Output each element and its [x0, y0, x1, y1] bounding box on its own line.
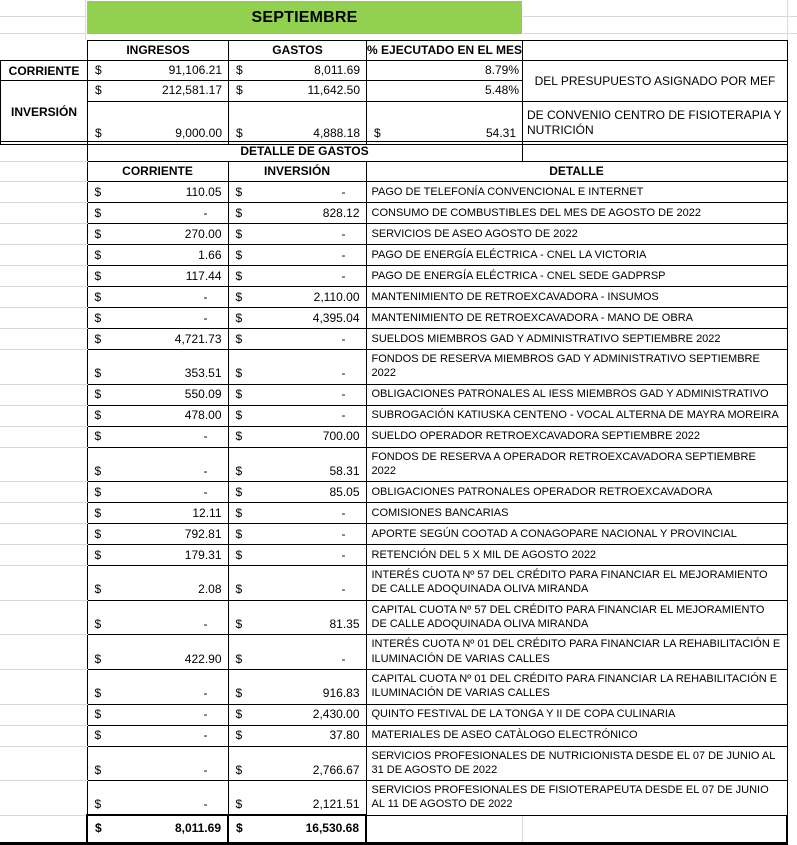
detail-row — [0, 245, 787, 266]
currency-symbol: $ — [95, 821, 102, 836]
currency-symbol: $ — [235, 505, 243, 520]
corriente-amount[interactable]: $ - — [87, 600, 228, 635]
currency-symbol: $ — [94, 484, 102, 499]
detail-row — [0, 704, 787, 725]
inversion-amount[interactable]: $ 4,395.04 — [228, 308, 366, 329]
rowheader-spacer — [0, 245, 87, 266]
detail-row — [0, 725, 787, 746]
corriente-amount[interactable]: $ 550.09 — [87, 384, 228, 405]
rowheader-spacer — [0, 405, 87, 426]
corriente-amount[interactable]: $ 179.31 — [87, 545, 228, 566]
empty-cell[interactable] — [522, 142, 787, 162]
currency-symbol: $ — [95, 83, 102, 98]
currency-symbol: $ — [94, 429, 102, 444]
inversion-amount[interactable]: $ 58.31 — [228, 447, 366, 482]
detail-row — [0, 405, 787, 426]
detail-description[interactable]: CAPITAL CUOTA Nº 01 DEL CRÉDITO PARA FINANCIAR LA REHABILITACIÓN E ILUMINACIÓN DE VARIAS CALLES — [366, 669, 787, 704]
inversion-amount[interactable]: $ - — [228, 503, 366, 524]
currency-symbol: $ — [236, 63, 243, 77]
currency-symbol: $ — [94, 686, 102, 701]
detail-description[interactable]: SERVICIOS PROFESIONALES DE NUTRICIONISTA DESDE EL 07 DE JUNIO AL 31 DE AGOSTO DE 2022 — [366, 746, 787, 781]
rowheader-spacer — [0, 287, 87, 308]
currency-symbol: $ — [94, 331, 102, 346]
gridline — [787, 0, 788, 40]
currency-symbol: $ — [235, 408, 243, 423]
inversion-amount[interactable]: $ 85.05 — [228, 482, 366, 503]
detail-description[interactable]: FONDOS DE RESERVA A OPERADOR RETROEXCAVADORA SEPTIEMBRE 2022 — [366, 447, 787, 482]
rowheader-spacer — [0, 182, 87, 203]
currency-symbol: $ — [235, 310, 243, 325]
currency-symbol: $ — [94, 184, 102, 199]
detail-row — [0, 600, 787, 635]
rowheader-spacer — [0, 600, 87, 635]
detail-row — [0, 545, 787, 566]
corriente-amount[interactable]: $ 478.00 — [87, 405, 228, 426]
month-header[interactable]: SEPTIEMBRE — [87, 1, 522, 34]
rowheader-spacer — [0, 725, 87, 746]
currency-symbol: $ — [94, 762, 102, 777]
detail-description[interactable]: SERVICIOS DE ASEO AGOSTO DE 2022 — [366, 224, 787, 245]
currency-symbol: $ — [235, 728, 243, 743]
detail-description[interactable]: OBLIGACIONES PATRONALES AL IESS MIEMBROS GAD Y ADMINISTRATIVO — [366, 384, 787, 405]
corriente-gastos-cell[interactable]: $ 8,011.69 — [229, 61, 367, 81]
inversion-amount[interactable]: $ - — [228, 245, 366, 266]
currency-symbol: $ — [235, 205, 243, 220]
currency-symbol: $ — [94, 408, 102, 423]
inversion-amount[interactable]: $ 2,121.51 — [228, 781, 366, 816]
inversion-amount[interactable]: $ 37.80 — [228, 725, 366, 746]
corriente-amount[interactable]: $ - — [87, 746, 228, 781]
detail-description[interactable]: MANTENIMIENTO DE RETROEXCAVADORA - MANO DE OBRA — [366, 308, 787, 329]
rowheader-spacer — [0, 384, 87, 405]
convenio-ejecutado-cell[interactable]: $ 54.31 — [367, 101, 523, 144]
inversion-amount[interactable]: $ - — [228, 224, 366, 245]
total-inversion-cell[interactable]: $ 16,530.68 — [228, 815, 366, 843]
total-corriente-cell[interactable]: $ 8,011.69 — [87, 815, 228, 843]
detail-row — [0, 426, 787, 447]
corriente-amount[interactable]: $ - — [87, 704, 228, 725]
note-convenio[interactable]: DE CONVENIO CENTRO DE FISIOTERAPIA Y NUTRICIÓN — [523, 101, 788, 144]
rowheader-spacer — [0, 704, 87, 725]
inversion-amount[interactable]: $ 81.35 — [228, 600, 366, 635]
corriente-amount[interactable]: $ - — [87, 447, 228, 482]
header-gastos[interactable]: GASTOS — [229, 41, 367, 61]
inversion-amount[interactable]: $ 2,430.00 — [228, 704, 366, 725]
currency-symbol: $ — [94, 387, 102, 402]
gridline — [85, 0, 86, 40]
detail-row — [0, 781, 787, 816]
detail-row — [0, 182, 787, 203]
detail-row — [0, 447, 787, 482]
rowheader-spacer — [0, 142, 87, 162]
inversion-amount[interactable]: $ - — [228, 635, 366, 670]
corner-spacer — [1, 41, 88, 61]
currency-symbol: $ — [235, 796, 243, 811]
inversion-amount[interactable]: $ - — [228, 350, 366, 385]
corriente-amount[interactable]: $ 353.51 — [87, 350, 228, 385]
detail-row — [0, 287, 787, 308]
currency-symbol: $ — [236, 126, 243, 141]
inversion-amount[interactable]: $ - — [228, 384, 366, 405]
detail-description[interactable]: SUELDOS MIEMBROS GAD Y ADMINISTRATIVO SEPTIEMBRE 2022 — [366, 329, 787, 350]
inversion-amount[interactable]: $ 700.00 — [228, 426, 366, 447]
currency-symbol: $ — [94, 616, 102, 631]
rowheader-spacer — [0, 203, 87, 224]
corriente-amount[interactable]: $ 117.44 — [87, 266, 228, 287]
currency-symbol: $ — [94, 547, 102, 562]
currency-symbol: $ — [374, 126, 381, 141]
currency-symbol: $ — [94, 582, 102, 597]
detail-rows — [0, 142, 787, 844]
currency-symbol: $ — [94, 651, 102, 666]
detail-row — [0, 669, 787, 704]
detail-description[interactable]: MANTENIMIENTO DE RETROEXCAVADORA - INSUMOS — [366, 287, 787, 308]
currency-symbol: $ — [235, 226, 243, 241]
currency-symbol: $ — [94, 526, 102, 541]
corriente-amount[interactable]: $ - — [87, 482, 228, 503]
corriente-amount[interactable]: $ - — [87, 725, 228, 746]
currency-symbol: $ — [235, 247, 243, 262]
detail-description[interactable]: SUELDO OPERADOR RETROEXCAVADORA SEPTIEMBRE 2022 — [366, 426, 787, 447]
rowheader-spacer — [0, 746, 87, 781]
currency-symbol: $ — [235, 289, 243, 304]
detail-description[interactable]: CAPITAL CUOTA Nº 57 DEL CRÉDITO PARA FINANCIAR EL MEJORAMIENTO DE CALLE ADOQUINADA OLIVA MIRANDA — [366, 600, 787, 635]
corriente-amount[interactable]: $ - — [87, 287, 228, 308]
header-ejecutado[interactable]: % EJECUTADO EN EL MES — [367, 41, 523, 61]
corriente-ingresos-cell[interactable]: $ 91,106.21 — [88, 61, 229, 81]
rowheader-spacer — [0, 224, 87, 245]
inversion-amount[interactable]: $ 916.83 — [228, 669, 366, 704]
corriente-amount[interactable]: $ 12.11 — [87, 503, 228, 524]
corriente-amount[interactable]: $ 1.66 — [87, 245, 228, 266]
currency-symbol: $ — [235, 762, 243, 777]
rowheader-spacer — [0, 350, 87, 385]
detail-description[interactable]: SERVICIOS PROFESIONALES DE FISIOTERAPEUTA DESDE EL 07 DE JUNIO AL 11 DE AGOSTO DE 2022 — [366, 781, 787, 816]
currency-symbol: $ — [94, 366, 102, 381]
currency-symbol: $ — [94, 226, 102, 241]
convenio-ingresos-cell[interactable]: $ 9,000.00 — [88, 101, 229, 144]
corriente-amount[interactable]: $ 2.08 — [87, 566, 228, 601]
corriente-amount[interactable]: $ 4,721.73 — [87, 329, 228, 350]
corriente-amount[interactable]: $ - — [87, 669, 228, 704]
empty-cell[interactable] — [366, 815, 522, 843]
detail-table — [0, 141, 788, 845]
currency-symbol: $ — [235, 184, 243, 199]
currency-symbol: $ — [235, 268, 243, 283]
currency-symbol: $ — [235, 484, 243, 499]
detail-row — [0, 566, 787, 601]
currency-symbol: $ — [236, 83, 243, 98]
detail-header-corriente[interactable]: CORRIENTE — [87, 162, 228, 182]
rowheader-spacer — [0, 566, 87, 601]
detail-row — [0, 224, 787, 245]
corriente-amount[interactable]: $ - — [87, 203, 228, 224]
currency-symbol: $ — [235, 526, 243, 541]
detail-description[interactable]: PAGO DE ENERGÍA ELÉCTRICA - CNEL LA VICTORIA — [366, 245, 787, 266]
inversion-amount[interactable]: $ - — [228, 405, 366, 426]
rowheader-spacer — [0, 308, 87, 329]
detail-row — [0, 503, 787, 524]
currency-symbol: $ — [235, 686, 243, 701]
detail-description[interactable]: PAGO DE ENERGÍA ELÉCTRICA - CNEL SEDE GADPRSP — [366, 266, 787, 287]
mef-gastos-cell[interactable]: $ 11,642.50 — [229, 81, 367, 101]
summary-table — [0, 40, 788, 145]
detail-row — [0, 266, 787, 287]
currency-symbol: $ — [235, 429, 243, 444]
currency-symbol: $ — [235, 366, 243, 381]
inversion-amount[interactable]: $ 828.12 — [228, 203, 366, 224]
currency-symbol: $ — [94, 505, 102, 520]
corriente-amount[interactable]: $ 792.81 — [87, 524, 228, 545]
corriente-amount[interactable]: $ - — [87, 426, 228, 447]
inversion-amount[interactable]: $ - — [228, 566, 366, 601]
detail-section-title[interactable]: DETALLE DE GASTOS — [87, 142, 522, 162]
detail-description[interactable]: OBLIGACIONES PATRONALES OPERADOR RETROEXCAVADORA — [366, 482, 787, 503]
inversion-amount[interactable]: $ 2,110.00 — [228, 287, 366, 308]
detail-description[interactable]: CONSUMO DE COMBUSTIBLES DEL MES DE AGOSTO DE 2022 — [366, 203, 787, 224]
detail-row — [0, 384, 787, 405]
currency-symbol: $ — [94, 289, 102, 304]
detail-description[interactable]: FONDOS DE RESERVA MIEMBROS GAD Y ADMINISTRATIVO SEPTIEMBRE 2022 — [366, 350, 787, 385]
currency-symbol: $ — [94, 463, 102, 478]
rowheader-spacer — [0, 162, 87, 182]
rowheader-spacer — [0, 266, 87, 287]
rowheader-spacer — [0, 781, 87, 816]
rowheader-spacer — [0, 524, 87, 545]
detail-description[interactable]: RETENCIÓN DEL 5 X MIL DE AGOSTO 2022 — [366, 545, 787, 566]
detail-row — [0, 746, 787, 781]
detail-description[interactable]: INTERÉS CUOTA Nº 01 DEL CRÉDITO PARA FINANCIAR LA REHABILITACIÓN E ILUMINACIÓN DE VARIAS CALLES — [366, 635, 787, 670]
detail-description[interactable]: MATERIALES DE ASEO CATÀLOGO ELECTRÓNICO — [366, 725, 787, 746]
detail-row — [0, 635, 787, 670]
inversion-amount[interactable]: $ - — [228, 266, 366, 287]
currency-symbol: $ — [94, 247, 102, 262]
total-row — [0, 815, 787, 843]
detail-header-detalle[interactable]: DETALLE — [366, 162, 787, 182]
corriente-amount[interactable]: $ 270.00 — [87, 224, 228, 245]
mef-ejecutado-cell[interactable]: 5.48% — [367, 81, 523, 101]
rowheader-spacer — [0, 329, 87, 350]
gridline — [523, 33, 797, 34]
detail-header-inversion[interactable]: INVERSIÓN — [228, 162, 366, 182]
mef-ingresos-cell[interactable]: $ 212,581.17 — [88, 81, 229, 101]
corriente-amount[interactable]: $ - — [87, 308, 228, 329]
rowheader-spacer — [0, 669, 87, 704]
inversion-amount[interactable]: $ - — [228, 329, 366, 350]
detail-description[interactable]: APORTE SEGÚN COOTAD A CONAGOPARE NACIONAL Y PROVINCIAL — [366, 524, 787, 545]
currency-symbol: $ — [94, 796, 102, 811]
corriente-amount[interactable]: $ - — [87, 781, 228, 816]
detail-description[interactable]: PAGO DE TELEFONÍA CONVENCIONAL E INTERNET — [366, 182, 787, 203]
empty-cell[interactable] — [522, 815, 787, 843]
detail-row — [0, 308, 787, 329]
currency-symbol: $ — [94, 728, 102, 743]
currency-symbol: $ — [94, 268, 102, 283]
corriente-amount[interactable]: $ 110.05 — [87, 182, 228, 203]
detail-row — [0, 524, 787, 545]
detail-row — [0, 203, 787, 224]
row-label-corriente[interactable]: CORRIENTE — [1, 61, 88, 81]
currency-symbol: $ — [235, 387, 243, 402]
rowheader-spacer — [0, 815, 87, 843]
corriente-ejecutado-cell[interactable]: 8.79% — [367, 61, 523, 81]
header-ingresos[interactable]: INGRESOS — [88, 41, 229, 61]
detail-description[interactable]: COMISIONES BANCARIAS — [366, 503, 787, 524]
detail-row — [0, 350, 787, 385]
currency-symbol: $ — [235, 616, 243, 631]
rowheader-spacer — [0, 482, 87, 503]
row-label-inversion[interactable]: INVERSIÓN — [1, 81, 88, 144]
convenio-gastos-cell[interactable]: $ 4,888.18 — [229, 101, 367, 144]
rowheader-spacer — [0, 545, 87, 566]
currency-symbol: $ — [94, 310, 102, 325]
currency-symbol: $ — [94, 707, 102, 722]
gridline — [0, 33, 85, 34]
currency-symbol: $ — [235, 707, 243, 722]
currency-symbol: $ — [235, 331, 243, 346]
empty-cell[interactable] — [523, 41, 788, 61]
currency-symbol: $ — [235, 651, 243, 666]
inversion-amount[interactable]: $ 2,766.67 — [228, 746, 366, 781]
currency-symbol: $ — [95, 63, 102, 77]
rowheader-spacer — [0, 426, 87, 447]
rowheader-spacer — [0, 635, 87, 670]
corriente-amount[interactable]: $ 422.90 — [87, 635, 228, 670]
detail-row — [0, 482, 787, 503]
currency-symbol: $ — [236, 821, 243, 836]
currency-symbol: $ — [95, 126, 102, 141]
currency-symbol: $ — [94, 205, 102, 220]
inversion-amount[interactable]: $ - — [228, 182, 366, 203]
detail-description[interactable]: INTERÉS CUOTA Nº 57 DEL CRÉDITO PARA FINANCIAR EL MEJORAMIENTO DE CALLE ADOQUINADA OLIVA MIRANDA — [366, 566, 787, 601]
inversion-amount[interactable]: $ - — [228, 545, 366, 566]
currency-symbol: $ — [235, 463, 243, 478]
rowheader-spacer — [0, 447, 87, 482]
gridline — [523, 16, 797, 17]
rowheader-spacer — [0, 503, 87, 524]
currency-symbol: $ — [235, 582, 243, 597]
currency-symbol: $ — [235, 547, 243, 562]
detail-description[interactable]: SUBROGACIÓN KATIUSKA CENTENO - VOCAL ALTERNA DE MAYRA MOREIRA — [366, 405, 787, 426]
gridline — [0, 16, 85, 17]
inversion-amount[interactable]: $ - — [228, 524, 366, 545]
note-mef[interactable]: DEL PRESUPUESTO ASIGNADO POR MEF — [523, 61, 788, 102]
detail-row — [0, 329, 787, 350]
detail-description[interactable]: QUINTO FESTIVAL DE LA TONGA Y II DE COPA CULINARIA — [366, 704, 787, 725]
